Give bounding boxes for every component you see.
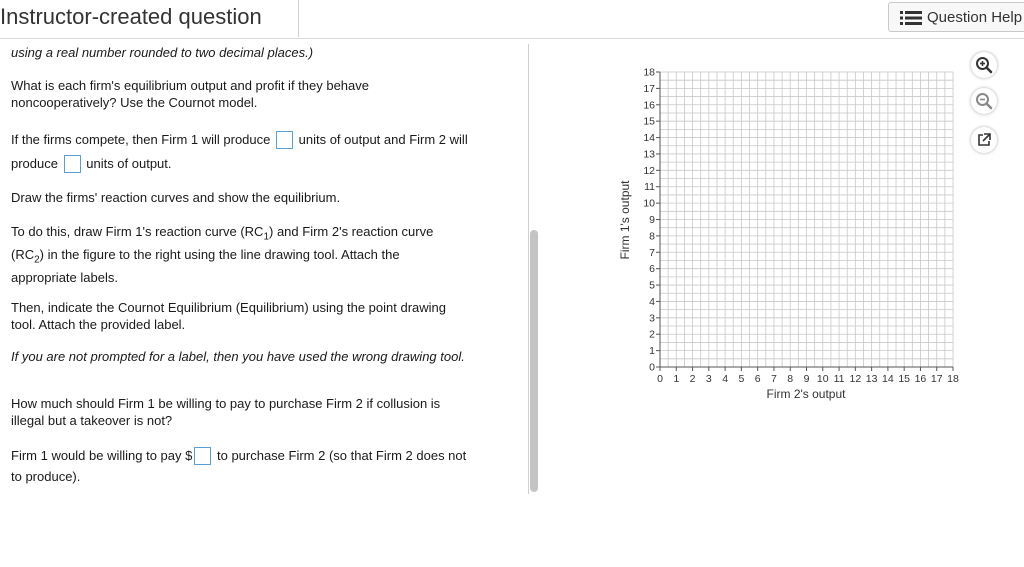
y-tick-label: 18 [643, 66, 655, 79]
y-tick-label: 11 [644, 181, 655, 194]
y-tick-label: 3 [649, 312, 655, 325]
y-tick-label: 1 [649, 345, 655, 358]
y-tick-label: 12 [643, 164, 655, 177]
y-tick-label: 6 [649, 263, 655, 276]
y-tick-label: 10 [643, 197, 655, 210]
x-tick-label: 15 [898, 373, 911, 385]
y-tick-label: 0 [649, 361, 655, 374]
x-tick-label: 7 [771, 373, 777, 385]
equilibrium-instruction [11, 299, 516, 333]
y-tick-label: 13 [643, 148, 655, 161]
x-tick-label: 17 [930, 373, 943, 385]
reaction-curve-instruction [11, 220, 516, 289]
y-tick-label: 17 [643, 82, 655, 95]
zoom-in-button[interactable] [971, 52, 997, 78]
compete-text-3: produce [11, 156, 58, 171]
prompt-line-2: noncooperatively? Use the Cournot model. [11, 95, 258, 110]
x-tick-label: 10 [816, 373, 829, 385]
pane-divider [528, 44, 529, 494]
x-tick-label: 8 [787, 373, 794, 385]
y-tick-label: 8 [649, 230, 655, 243]
prompt-line-1: What is each firm's equilibrium output and profit if they behave [11, 78, 369, 93]
truncated-instruction: using a real number rounded to two decimal places.) [11, 45, 314, 60]
question-help-button[interactable] [888, 2, 1024, 32]
takeover-question [11, 395, 516, 429]
y-tick-label: 4 [649, 295, 655, 308]
draw-instruction: Draw the firms' reaction curves and show the equilibrium. [11, 190, 341, 205]
firm1-output-input[interactable] [276, 131, 293, 149]
y-tick-label: 16 [643, 99, 655, 112]
x-tick-label: 9 [803, 373, 810, 385]
rc2-subscript: 2 [34, 254, 40, 266]
x-tick-label: 1 [673, 373, 680, 385]
x-tick-label: 18 [947, 373, 959, 385]
graph-canvas[interactable] [615, 60, 975, 405]
y-tick-label: 2 [649, 328, 655, 341]
list-icon [900, 11, 922, 25]
popout-button[interactable] [971, 127, 997, 153]
x-tick-label: 11 [833, 373, 845, 385]
then-line-1: Then, indicate the Cournot Equilibrium (Equilibrium) using the point drawing [11, 300, 447, 315]
compete-text-2: units of output and Firm 2 will [298, 132, 468, 147]
scrollbar-thumb[interactable] [530, 230, 538, 492]
x-tick-label: 0 [657, 373, 663, 385]
zoom-out-icon [971, 88, 997, 114]
x-axis-label: Firm 2's output [766, 387, 846, 401]
compete-text-4: units of output. [86, 156, 172, 171]
rc1-subscript: 1 [263, 231, 270, 243]
popout-icon [971, 127, 997, 153]
todo-text-3: (RC [11, 247, 35, 262]
firm2-output-input[interactable] [64, 155, 81, 173]
x-tick-label: 13 [865, 373, 878, 385]
payment-input[interactable] [194, 447, 211, 465]
y-tick-label: 14 [643, 132, 655, 145]
x-tick-label: 6 [754, 373, 761, 385]
howmuch-line-2: illegal but a takeover is not? [11, 413, 173, 428]
todo-text-2: ) and Firm 2's reaction curve [269, 224, 434, 239]
x-tick-label: 2 [689, 373, 696, 385]
zoom-out-button[interactable] [971, 88, 997, 114]
zoom-in-icon [971, 52, 997, 78]
x-tick-label: 4 [722, 373, 729, 385]
x-tick-label: 14 [882, 373, 894, 385]
then-line-2: tool. Attach the provided label. [11, 317, 186, 332]
howmuch-line-1: How much should Firm 1 be willing to pay to purchase Firm 2 if collusion is [11, 396, 441, 411]
y-tick-label: 5 [649, 279, 655, 292]
todo-text-1: To do this, draw Firm 1's reaction curve (RC [11, 224, 264, 239]
x-tick-label: 5 [738, 373, 745, 385]
pay-text-3: to produce). [11, 469, 81, 484]
y-tick-label: 9 [649, 214, 655, 226]
pay-text-1: Firm 1 would be willing to pay $ [11, 448, 193, 463]
y-tick-label: 15 [643, 115, 655, 128]
question-help-label: Question Help [927, 9, 1023, 26]
header-bar [0, 0, 1024, 39]
question-pane [0, 40, 520, 500]
x-tick-label: 3 [705, 373, 712, 385]
prompt-equilibrium [11, 77, 516, 111]
page-title: Instructor-created question [0, 4, 262, 29]
pay-text-2: to purchase Firm 2 (so that Firm 2 does not [216, 448, 467, 463]
compete-statement [11, 128, 516, 176]
tick-labels [643, 67, 959, 386]
x-tick-label: 16 [914, 373, 927, 385]
payment-statement [11, 445, 516, 487]
y-axis-label: Firm 1's output [618, 180, 632, 260]
y-tick-label: 7 [649, 246, 655, 259]
todo-text-4: ) in the figure to the right using the line drawing tool. Attach the [39, 247, 400, 262]
compete-text-1: If the firms compete, then Firm 1 will produce [11, 132, 271, 147]
title-divider [298, 0, 299, 37]
todo-text-5: appropriate labels. [11, 270, 118, 285]
grid [660, 72, 953, 367]
x-tick-label: 12 [849, 373, 862, 385]
label-warning: If you are not prompted for a label, then you have used the wrong drawing tool. [11, 349, 465, 364]
